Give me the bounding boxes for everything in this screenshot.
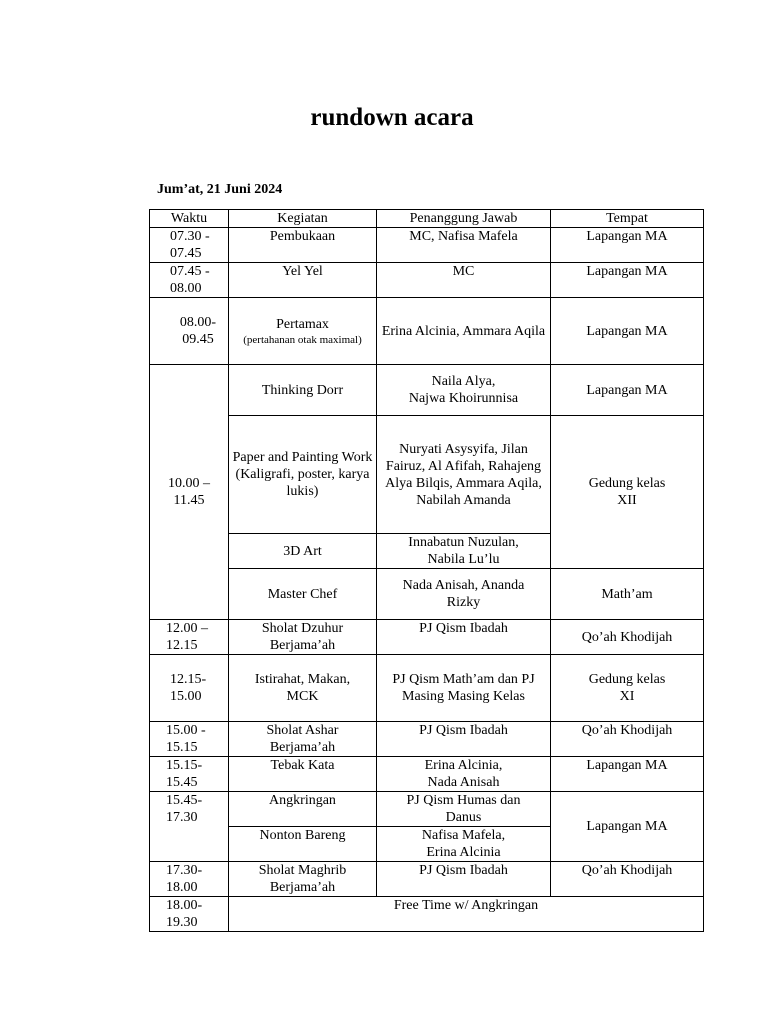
event-date: Jum’at, 21 Juni 2024: [157, 182, 283, 197]
table-row: [150, 897, 704, 932]
activity-cell: Thinking Dorr: [229, 365, 377, 416]
pj-cell: [377, 365, 551, 416]
table-row: [150, 263, 704, 298]
activity-cell: Angkringan: [229, 792, 377, 827]
activity-name: Pertamax: [276, 316, 329, 332]
page-title: rundown acara: [310, 104, 474, 131]
header-penanggung-jawab: Penanggung Jawab: [377, 210, 551, 228]
activity-cell: Istirahat, Makan, MCK: [229, 655, 377, 722]
activity-cell: Free Time w/ Angkringan: [229, 897, 704, 932]
activity-cell: [229, 416, 377, 534]
pj-cell: PJ Qism Ibadah: [377, 620, 551, 655]
pj-cell: MC: [377, 263, 551, 298]
pj-name: Naila Alya,: [431, 374, 496, 389]
place-cell: Math’am: [551, 569, 704, 620]
table-row: [150, 569, 704, 620]
table-row: [150, 620, 704, 655]
time-cell: 15.15-15.45: [150, 757, 229, 792]
pj-cell: Innabatun Nuzulan, Nabila Lu’lu: [377, 534, 551, 569]
table-row: [150, 655, 704, 722]
place-cell: Gedung kelas XI: [551, 655, 704, 722]
time-cell: 07.45 - 08.00: [150, 263, 229, 298]
pj-cell: PJ Qism Ibadah: [377, 862, 551, 897]
activity-name: Paper and Painting Work: [232, 450, 373, 465]
place-cell: Lapangan MA: [551, 228, 704, 263]
header-waktu: Waktu: [150, 210, 229, 228]
pj-cell: Erina Alcinia, Ammara Aqila: [377, 298, 551, 365]
time-cell: 07.30 - 07.45: [150, 228, 229, 263]
table-row: [150, 862, 704, 897]
pj-name: Erina Alcinia,: [424, 758, 503, 773]
pj-cell: Nada Anisah, Ananda Rizky: [377, 569, 551, 620]
activity-cell: Pembukaan: [229, 228, 377, 263]
pj-cell: [377, 827, 551, 862]
table-row: [150, 722, 704, 757]
activity-cell: Master Chef: [229, 569, 377, 620]
activity-cell: Sholat Maghrib Berjama’ah: [229, 862, 377, 897]
activity-note: (Kaligrafi, poster, karya lukis): [235, 467, 370, 499]
place-cell: Lapangan MA: [551, 757, 704, 792]
table-row: [150, 792, 704, 827]
time-cell: 17.30-18.00: [150, 862, 229, 897]
table-header-row: [150, 210, 704, 228]
activity-note: (pertahanan otak maximal): [243, 333, 362, 346]
place-cell: Lapangan MA: [551, 792, 704, 862]
pj-cell: PJ Qism Ibadah: [377, 722, 551, 757]
place-cell: Lapangan MA: [551, 263, 704, 298]
pj-name: Erina Alcinia: [426, 845, 501, 860]
pj-cell: PJ Qism Math’am dan PJ Masing Masing Kelas: [377, 655, 551, 722]
activity-cell: 3D Art: [229, 534, 377, 569]
pj-cell: Nuryati Asysyifa, Jilan Fairuz, Al Afifah, Rahajeng Alya Bilqis, Ammara Aqila, Nabilah Amanda: [377, 416, 551, 534]
time-cell: 15.00 - 15.15: [150, 722, 229, 757]
activity-cell: Nonton Bareng: [229, 827, 377, 862]
place-cell: Qo’ah Khodijah: [551, 620, 704, 655]
table-row: [150, 757, 704, 792]
time-cell: 18.00-19.30: [150, 897, 229, 932]
pj-name: Najwa Khoirunnisa: [408, 391, 519, 406]
header-tempat: Tempat: [551, 210, 704, 228]
time-cell: 12.00 – 12.15: [150, 620, 229, 655]
pj-name: Nafisa Mafela,: [421, 828, 506, 843]
activity-cell: [229, 298, 377, 365]
time-cell: 15.45-17.30: [150, 792, 229, 862]
time-cell: 12.15-15.00: [150, 655, 229, 722]
place-cell: Qo’ah Khodijah: [551, 862, 704, 897]
activity-cell: Tebak Kata: [229, 757, 377, 792]
table-row: [150, 416, 704, 534]
table-row: [150, 298, 704, 365]
place-cell: Gedung kelas XII: [551, 416, 704, 569]
pj-cell: PJ Qism Humas dan Danus: [377, 792, 551, 827]
activity-cell: Sholat Dzuhur Berjama’ah: [229, 620, 377, 655]
time-cell: 08.00-09.45: [150, 298, 229, 365]
pj-name: Nada Anisah: [427, 775, 500, 790]
header-kegiatan: Kegiatan: [229, 210, 377, 228]
rundown-table: [149, 209, 704, 932]
activity-cell: Yel Yel: [229, 263, 377, 298]
place-cell: Lapangan MA: [551, 365, 704, 416]
time-cell: 10.00 – 11.45: [150, 365, 229, 620]
table-row: [150, 365, 704, 416]
pj-cell: [377, 757, 551, 792]
place-cell: Lapangan MA: [551, 298, 704, 365]
pj-cell: MC, Nafisa Mafela: [377, 228, 551, 263]
table-row: [150, 228, 704, 263]
place-cell: Qo’ah Khodijah: [551, 722, 704, 757]
activity-cell: Sholat Ashar Berjama’ah: [229, 722, 377, 757]
